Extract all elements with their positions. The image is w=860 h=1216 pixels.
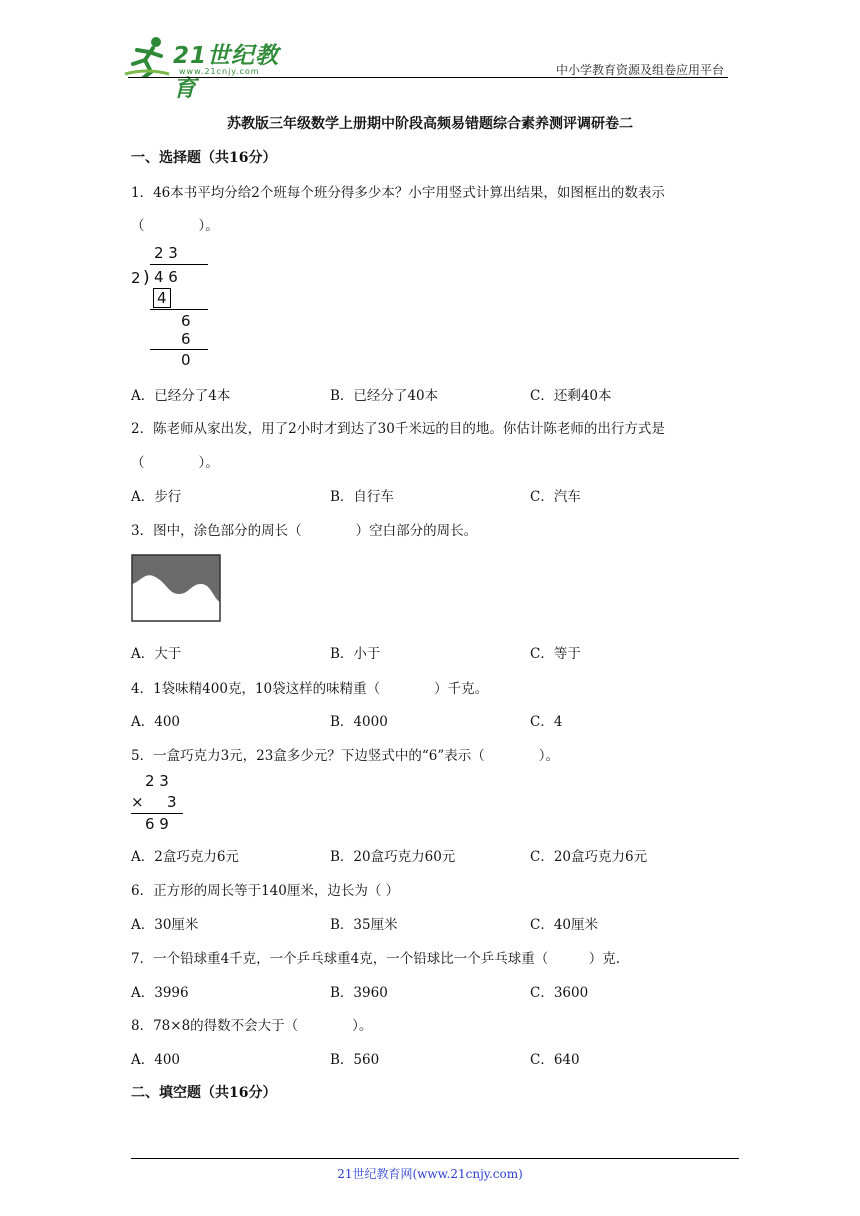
q6-option-b[interactable]: B．35厘米 [330, 917, 398, 933]
q1-option-a[interactable]: A．已经分了4本 [131, 388, 231, 404]
division-dividend: 4 6 [154, 268, 178, 286]
q8-option-a[interactable]: A．400 [131, 1052, 181, 1068]
q6-option-a[interactable]: A．30厘米 [131, 917, 199, 933]
shaded-rectangle-figure [131, 554, 221, 622]
q3-option-c[interactable]: C．等于 [530, 646, 581, 662]
logo [123, 34, 293, 102]
question-1-blank: （ ）。 [131, 218, 219, 234]
division-bracket: ) [143, 268, 150, 288]
logo-text: 21世纪教育 [173, 43, 280, 102]
multiplication-top: 2 3 [145, 772, 169, 790]
division-row-1: 6 [181, 312, 191, 330]
question-8-text: 8．78×8的得数不会大于（ ）。 [131, 1018, 373, 1034]
question-4-text: 4．1袋味精400克，10袋这样的味精重（ ）千克。 [131, 681, 489, 697]
footer-link[interactable]: 21世纪教育网(www.21cnjy.com) [337, 1167, 523, 1181]
division-bar [150, 264, 208, 265]
q5-option-b[interactable]: B．20盒巧克力60元 [330, 849, 456, 865]
q5-option-c[interactable]: C．20盒巧克力6元 [530, 849, 648, 865]
q2-option-b[interactable]: B．自行车 [330, 489, 394, 505]
section-heading-choice: 一、选择题（共16分） [131, 150, 277, 166]
header-divider [128, 77, 728, 78]
q8-option-c[interactable]: C．640 [530, 1052, 580, 1068]
question-5-text: 5．一盒巧克力3元，23盒多少元？下边竖式中的“6”表示（ ）。 [131, 748, 559, 764]
q7-option-b[interactable]: B．3960 [330, 985, 388, 1001]
q7-option-a[interactable]: A．3996 [131, 985, 189, 1001]
division-remainder: 0 [181, 351, 191, 369]
question-2-text: 2．陈老师从家出发，用了2小时才到达了30千米远的目的地。你估计陈老师的出行方式是 [131, 421, 665, 437]
division-divisor: 2 [131, 269, 141, 287]
multiplication-result: 6 9 [145, 815, 169, 833]
multiplication-sign: × [131, 793, 144, 811]
multiplication-multiplier: 3 [167, 793, 177, 811]
division-row-2: 6 [181, 330, 191, 348]
question-3-text: 3．图中，涂色部分的周长（ ）空白部分的周长。 [131, 523, 478, 539]
question-2-blank: （ ）。 [131, 455, 219, 471]
q4-option-c[interactable]: C．4 [530, 714, 563, 730]
q4-option-a[interactable]: A．400 [131, 714, 181, 730]
q1-option-b[interactable]: B．已经分了40本 [330, 388, 439, 404]
q4-option-b[interactable]: B．4000 [330, 714, 388, 730]
question-1-text: 1．46本书平均分给2个班每个班分得多少本？小宇用竖式计算出结果，如图框出的数表示 [131, 185, 665, 201]
page-title: 苏教版三年级数学上册期中阶段高频易错题综合素养测评调研卷二 [227, 116, 633, 132]
runner-icon [123, 34, 173, 78]
section-heading-fill-in: 二、填空题（共16分） [131, 1085, 277, 1101]
q8-option-b[interactable]: B．560 [330, 1052, 380, 1068]
q3-option-b[interactable]: B．小于 [330, 646, 381, 662]
question-6-text: 6．正方形的周长等于140厘米，边长为（ ） [131, 883, 400, 899]
q6-option-c[interactable]: C．40厘米 [530, 917, 599, 933]
multiplication-figure [131, 772, 191, 834]
division-boxed-digit: 4 [153, 288, 171, 308]
division-line-1 [150, 309, 208, 310]
multiplication-line [131, 813, 183, 814]
q3-option-a[interactable]: A．大于 [131, 646, 182, 662]
q2-option-a[interactable]: A．步行 [131, 489, 182, 505]
footer-divider [131, 1158, 739, 1159]
division-quotient: 2 3 [154, 244, 178, 262]
question-7-text: 7．一个铅球重4千克，一个乒乓球重4克，一个铅球比一个乒乓球重（ ）克. [131, 951, 621, 967]
q2-option-c[interactable]: C．汽车 [530, 489, 581, 505]
division-figure [128, 244, 218, 370]
platform-name: 中小学教育资源及组卷应用平台 [555, 63, 724, 77]
logo-url: www.21cnjy.com [179, 67, 260, 76]
division-line-2 [150, 349, 208, 350]
q7-option-c[interactable]: C．3600 [530, 985, 589, 1001]
q5-option-a[interactable]: A．2盒巧克力6元 [131, 849, 239, 865]
q1-option-c[interactable]: C．还剩40本 [530, 388, 612, 404]
